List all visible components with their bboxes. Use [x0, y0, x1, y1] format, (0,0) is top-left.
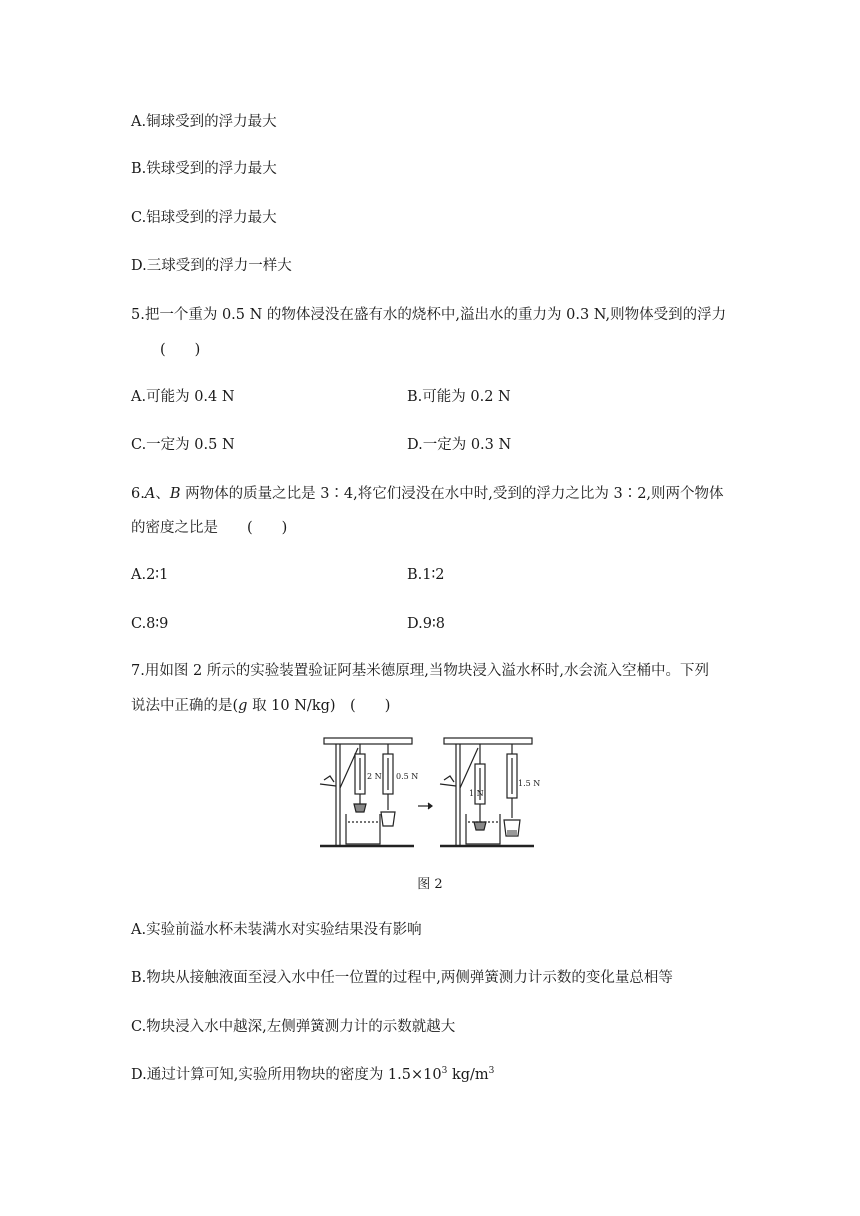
q7-d-exponent: 3: [441, 1066, 448, 1077]
q7-option-a: A.实验前溢水杯未装满水对实验结果没有影响: [131, 922, 422, 938]
q7-option-d: [131, 1065, 494, 1085]
q7-option-b: B.物块从接触液面至浸入水中任一位置的过程中,两侧弹簧测力计示数的变化量总相等: [131, 970, 673, 986]
figure-caption: 图 2: [417, 877, 443, 892]
q7-d-text: D.通过计算可知,实验所用物块的密度为 1.5×10: [131, 1067, 442, 1083]
q5-option-a: A.可能为 0.4 N: [131, 389, 235, 405]
arrow-right-icon: [418, 803, 432, 809]
q5-option-b: B.可能为 0.2 N: [407, 389, 511, 405]
q6-option-a: A.2∶1: [131, 567, 169, 583]
q6-stem-line2: 的密度之比是 ( ): [131, 520, 288, 536]
q6-option-b: B.1∶2: [407, 567, 445, 583]
q5-answer-paren: ( ): [160, 342, 201, 358]
q5-option-c: C.一定为 0.5 N: [131, 437, 235, 453]
q7-stem-line2: [131, 696, 390, 716]
after-right-reading: 1.5 N: [518, 779, 541, 788]
q6-stem-rest: 两物体的质量之比是 3∶4,将它们浸没在水中时,受到的浮力之比为 3∶2,则两个物体: [180, 486, 724, 502]
q6-option-c: C.8∶9: [131, 616, 169, 632]
q5-stem: 5.把一个重为 0.5 N 的物体浸没在盛有水的烧杯中,溢出水的重力为 0.3 N,则物体受到的浮力: [131, 307, 727, 323]
q7-stem: 7.用如图 2 所示的实验装置验证阿基米德原理,当物块浸入溢水杯时,水会流入空桶中。下列: [131, 663, 709, 679]
q6-stem: [131, 484, 724, 504]
q6-number: 6.: [131, 486, 145, 502]
apparatus-after: [440, 738, 540, 846]
after-left-reading: 1 N: [469, 789, 484, 798]
before-right-reading: 0.5 N: [396, 772, 419, 781]
q7-d-unit: kg/m: [447, 1067, 489, 1083]
q7-d-unit-exponent: 3: [488, 1066, 495, 1077]
q6-option-d: D.9∶8: [407, 616, 445, 632]
apparatus-before: [320, 738, 418, 846]
q7-g-symbol: g: [238, 698, 248, 714]
before-left-reading: 2 N: [367, 772, 382, 781]
q6-sep: 、: [155, 486, 170, 502]
q7-option-c: C.物块浸入水中越深,左侧弹簧测力计的示数就越大: [131, 1019, 456, 1035]
q7-stem2-post: 取 10 N/kg) ( ): [247, 698, 391, 714]
q7-stem2-pre: 说法中正确的是(: [131, 698, 239, 714]
q4-option-b: B.铁球受到的浮力最大: [131, 161, 277, 177]
q5-option-d: D.一定为 0.3 N: [407, 437, 512, 453]
q4-option-d: D.三球受到的浮力一样大: [131, 258, 292, 274]
q6-var-a: A: [144, 486, 156, 502]
archimedes-apparatus-figure: [318, 734, 541, 854]
q6-var-b: B: [169, 486, 181, 502]
q4-option-a: A.铜球受到的浮力最大: [131, 114, 277, 130]
q4-option-c: C.铝球受到的浮力最大: [131, 210, 277, 226]
